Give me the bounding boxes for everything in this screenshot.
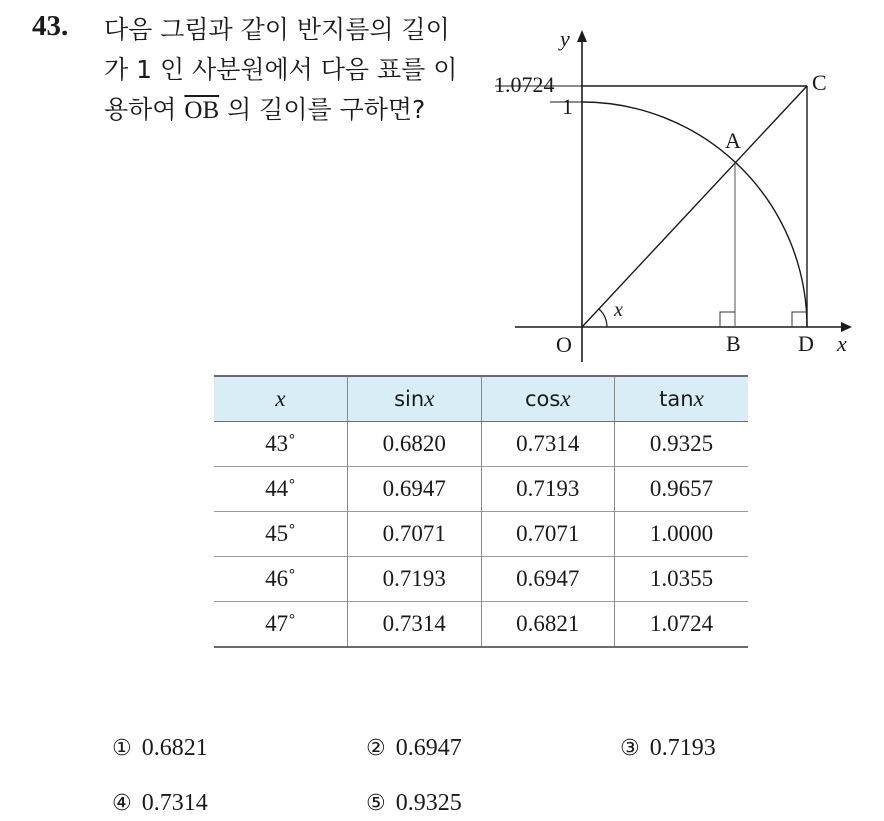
cell-tan: 1.0355 — [615, 557, 749, 602]
choice-4-value: 0.7314 — [141, 790, 208, 816]
cell-sin: 0.7071 — [348, 512, 482, 557]
cell-angle: 46˚ — [214, 557, 348, 602]
choice-2[interactable] — [366, 735, 462, 762]
right-angle-d — [792, 312, 807, 327]
choice-1-mark: ① — [112, 736, 132, 761]
point-b-label: B — [726, 331, 741, 356]
cell-tan: 0.9657 — [615, 467, 749, 512]
y-axis-label: y — [560, 26, 570, 51]
cell-cos: 0.7071 — [481, 512, 615, 557]
cell-sin: 0.6820 — [348, 422, 482, 467]
table-header-row — [214, 376, 748, 422]
cell-sin: 0.6947 — [348, 467, 482, 512]
header-tan: tanx — [615, 376, 749, 422]
quarter-circle-figure — [480, 20, 860, 370]
question-line-3-tail: 의 길이를 구하면? — [219, 95, 426, 124]
choice-4[interactable] — [112, 790, 208, 817]
table-row — [214, 422, 748, 467]
cell-tan: 1.0000 — [615, 512, 749, 557]
segment-oc — [582, 86, 807, 327]
choice-3-value: 0.7193 — [649, 735, 716, 761]
cell-angle: 45˚ — [214, 512, 348, 557]
question-line-3 — [104, 90, 425, 126]
cell-cos: 0.7193 — [481, 467, 615, 512]
table-row — [214, 602, 748, 648]
table-row — [214, 512, 748, 557]
quarter-circle-arc — [582, 102, 807, 327]
question-number: 43. — [32, 10, 69, 42]
choice-2-mark: ② — [366, 736, 386, 761]
question-line-1: 다음 그림과 같이 반지름의 길이 — [104, 15, 450, 44]
choice-5-value: 0.9325 — [395, 790, 462, 816]
cell-cos: 0.6947 — [481, 557, 615, 602]
y-axis-arrow — [577, 30, 587, 42]
angle-arc — [599, 309, 607, 327]
segment-ob-label: $\overline{OB}$ — [184, 97, 220, 124]
y-tick-one-label: 1 — [562, 94, 573, 119]
choice-4-mark: ④ — [112, 791, 132, 816]
point-d-label: D — [798, 331, 814, 356]
cell-angle: 43˚ — [214, 422, 348, 467]
choice-5-mark: ⑤ — [366, 791, 386, 816]
table-row — [214, 467, 748, 512]
cell-tan: 1.0724 — [615, 602, 749, 648]
table-row — [214, 557, 748, 602]
angle-label: x — [614, 299, 623, 321]
cell-angle: 44˚ — [214, 467, 348, 512]
choice-2-value: 0.6947 — [395, 735, 462, 761]
cell-tan: 0.9325 — [615, 422, 749, 467]
point-o-label: O — [556, 332, 572, 357]
cell-angle: 47˚ — [214, 602, 348, 648]
header-cos: cosx — [481, 376, 615, 422]
cell-sin: 0.7193 — [348, 557, 482, 602]
right-angle-b — [720, 312, 735, 327]
question-line-2: 가 1 인 사분원에서 다음 표를 이 — [104, 55, 458, 84]
choice-3-mark: ③ — [620, 736, 640, 761]
cell-cos: 0.6821 — [481, 602, 615, 648]
header-sin: sinx — [348, 376, 482, 422]
cell-cos: 0.7314 — [481, 422, 615, 467]
cell-sin: 0.7314 — [348, 602, 482, 648]
choice-3[interactable] — [620, 735, 716, 762]
choice-5[interactable] — [366, 790, 462, 817]
question-line-3-head: 용하여 — [104, 95, 185, 124]
point-a-label: A — [725, 128, 741, 153]
choice-1[interactable] — [112, 735, 208, 762]
point-c-label: C — [812, 70, 827, 95]
header-x: x — [214, 376, 348, 422]
y-tick-top-label: 1.0724 — [494, 72, 555, 97]
x-axis-label: x — [837, 331, 847, 356]
choice-1-value: 0.6821 — [141, 735, 208, 761]
trig-table — [214, 375, 748, 648]
